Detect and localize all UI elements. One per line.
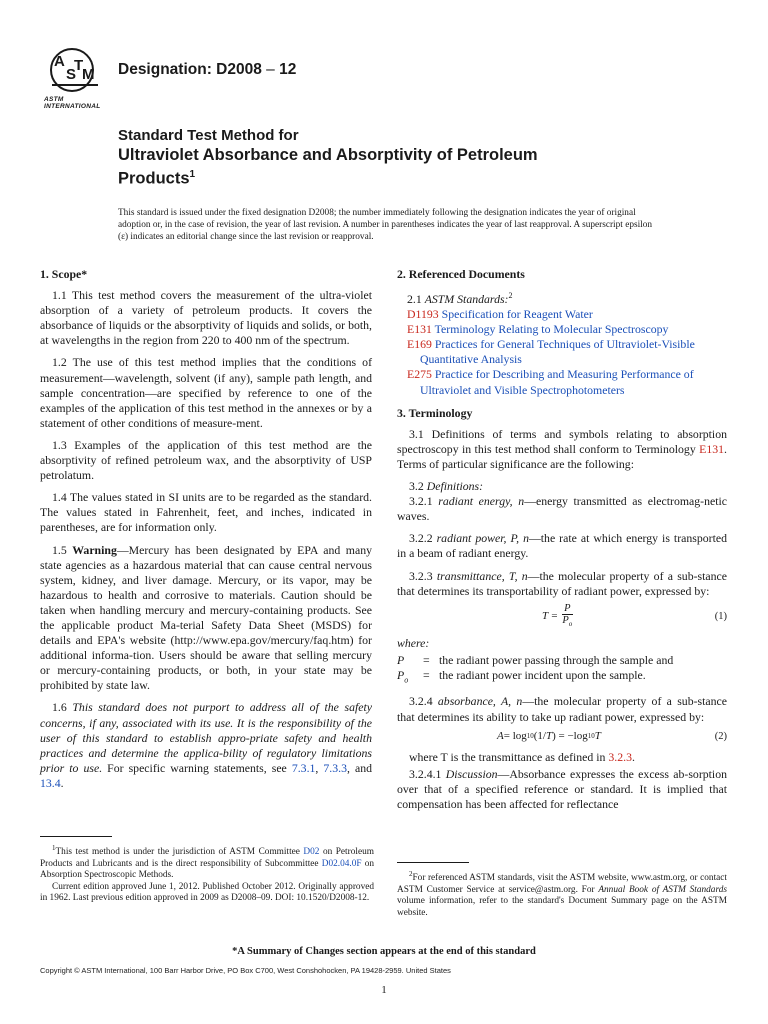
footnote-1 (40, 836, 374, 905)
definition-po (397, 668, 727, 687)
paragraph-3-2-1 (397, 494, 727, 524)
title-block (118, 127, 678, 189)
f1-text2: on Petroleum Products and Lubricants and is the direct responsibility of Subcommittee (40, 847, 374, 869)
copyright-line: Copyright © ASTM International, 100 Barr Harbor Drive, PO Box C700, West Conshohocken, PA 19428-2959. United States (40, 966, 451, 975)
warning-label: Warning (72, 542, 117, 557)
p1-6-end: . (60, 775, 64, 790)
ref-d1193[interactable] (407, 307, 727, 322)
designation (118, 61, 296, 79)
paragraph-3-2-3 (397, 569, 727, 599)
eq2-close: ) = −log (552, 729, 588, 742)
where-label: where: (397, 635, 430, 650)
title-line-3-text: Products (118, 169, 190, 188)
f2-text2: volume information, refer to the standard's Document Summary page on the ASTM website. (397, 896, 727, 918)
def1-equals: = (423, 652, 430, 667)
eq1-den-sub: o (568, 619, 573, 628)
p3-2-italic: Definitions: (426, 479, 484, 494)
footnote-rule (397, 862, 469, 863)
paragraph-1-3: 1.3 Examples of the application of this test method are the absorptivity of refined petroleum wax, and the absorptivity of USP petrolatum. (40, 437, 372, 483)
p3-2-4-term: absorbance, A, n (437, 694, 523, 709)
ref-code[interactable]: D1193 (407, 307, 439, 322)
eq1-denominator (562, 615, 572, 630)
paragraph-3-1 (397, 427, 727, 472)
def2-sub: o (404, 675, 409, 685)
eq2-t2: T (594, 729, 601, 742)
ref-title[interactable]: Terminology Relating to Molecular Spectroscopy (434, 322, 669, 337)
p1-6-safety-text: This standard does not purport to address all of the safety concerns, if any, associated with its use. It is the responsibility of the user of this standard to establish appro-priate safety and health practices and determine the applica-bility of regulatory limitations prior to use. (40, 700, 372, 775)
ref-code[interactable]: E131 (407, 322, 432, 337)
logo-text: ASTM INTERNATIONAL (44, 96, 101, 110)
title-line-3 (118, 165, 678, 189)
ref-title[interactable]: Specification for Reagent Water (441, 307, 593, 322)
p3-2-4-1-lead: 3.2.4.1 (409, 766, 446, 781)
equation-2-expression (497, 729, 601, 744)
title-line-2: Ultraviolet Absorbance and Absorptivity of Petroleum (118, 146, 538, 164)
left-column (40, 267, 372, 798)
f1-text1: This test method is under the jurisdiction of ASTM Committee (55, 847, 304, 858)
footnote-2 (397, 862, 727, 919)
p1-6-sep1: , (315, 760, 324, 775)
link-13-4[interactable]: 13.4 (40, 775, 61, 790)
paragraph-1-6 (40, 700, 372, 791)
def2-sym: P (397, 667, 405, 682)
eq1-fraction (562, 603, 572, 630)
designation-dash: – (261, 61, 280, 78)
definition-p (397, 653, 727, 668)
p3-2-2-text: —the rate at which energy is transported in a beam of radiant energy. (397, 531, 727, 561)
title-line-1: Standard Test Method for (118, 127, 299, 144)
ref-code[interactable]: E275 (407, 367, 432, 382)
p3-2-4-lead: 3.2.4 (409, 694, 438, 709)
footnote-2-mark: 2 (409, 870, 413, 878)
svg-text:S: S (66, 66, 77, 83)
eq1-numerator: P (564, 602, 571, 614)
p3-2-1-lead: 3.2.1 (409, 494, 439, 509)
eq2-mid: (1/ (533, 729, 546, 742)
ref-e275[interactable] (407, 367, 727, 397)
ref-e131[interactable] (407, 322, 727, 337)
sub-lead: 2.1 (407, 292, 425, 307)
equation-1-number: (1) (714, 610, 727, 622)
paragraph-1-1: 1.1 This test method covers the measurement of the ultra-violet absorption of a variety of petroleum products. It covers the absorbance of liquids or the absorptivity of liquids and solids, or both, at wavelengths in the region from 220 to 400 nm of the spectrum. (40, 288, 372, 348)
paragraph-3-2-2 (397, 531, 727, 561)
astm-logo (44, 46, 110, 108)
paragraph-1-2: 1.2 The use of this test method implies that the conditions of measurement—wavelength, solvent (if any), sample path length, and sample concentration—are specified by reference to one of the examples of the application of this test method in the annexes or by a statement of other conditions of measure-ment. (40, 355, 372, 430)
ref-title[interactable]: Practice for Describing and Measuring Performance of Ultraviolet and Visible Spectrophotometers (420, 367, 694, 397)
p1-5-text: —Mercury has been designated by EPA and many state agencies as a hazardous material that can cause central nervous system, kidney, and liver damage. Mercury, or its vapor, may be hazardous to health and corrosive to materials. Caution should be taken when handling mercury and mercury-containing products. See the applicable product Ma-terial Safety Data Sheet (MSDS) for details and EPA's website (http://www.epa.gov/mercury/faq.htm) for additional informa-tion. Users should be aware that selling mercury or mercury-containing products, or both, in your state may be prohibited by state law. (40, 542, 372, 693)
issuance-notice: This standard is issued under the fixed designation D2008; the number immediately following the designation indicates the year of original adoption or, in the case of revision, the year of last revision. A number in parentheses indicates the year of last reapproval. A superscript epsilon (ε) indicates an editorial change since the last revision or reapproval. (118, 208, 653, 242)
def1-text: the radiant power passing through the sample and (439, 652, 674, 667)
f2-italic: Annual Book of ASTM Standards (598, 884, 727, 895)
link-7-3-3[interactable]: 7.3.3 (323, 760, 347, 775)
p3-2-4-1-italic: Discussion (445, 766, 498, 781)
ref-code[interactable]: E169 (407, 337, 432, 352)
equation-2-number: (2) (714, 730, 727, 742)
paragraph-1-5 (40, 543, 372, 694)
scope-heading: 1. Scope* (40, 267, 88, 281)
p1-6-sep2: , and (347, 760, 373, 775)
footnote-2-paragraph (397, 869, 727, 919)
referenced-documents-heading: 2. Referenced Documents (397, 267, 525, 281)
summary-of-changes-note: *A Summary of Changes section appears at the end of this standard (232, 946, 536, 957)
paragraph-1-4: 1.4 The values stated in SI units are to be regarded as the standard. The values stated in Fahrenheit, feet, and inches, indicated in parentheses, are for information only. (40, 490, 372, 535)
svg-text:A: A (54, 53, 65, 70)
p1-5-lead: 1.5 (52, 542, 73, 557)
paragraph-3-2-4-1 (397, 767, 727, 812)
equation-2 (397, 729, 727, 744)
right-column (397, 267, 727, 819)
footnote-1-paragraph (40, 843, 374, 882)
eq2-a: A (497, 729, 504, 742)
equation-1-expression (542, 603, 573, 630)
ref-e169[interactable] (407, 337, 727, 367)
p3-2-1-term: radiant energy, n (438, 494, 525, 509)
link-3-2-3[interactable]: 3.2.3 (608, 749, 632, 764)
p3-2-1-text: —energy transmitted as electromag-netic waves. (397, 494, 728, 524)
footnote-rule (40, 836, 112, 837)
svg-text:T: T (74, 57, 84, 74)
terminology-heading: 3. Terminology (397, 405, 473, 420)
p3-2-2-term: radiant power, P, n (436, 531, 529, 546)
eq2-t1: T (545, 729, 553, 742)
def2-text: the radiant power incident upon the sample. (439, 667, 646, 682)
link-d02-04-0f[interactable]: D02.04.0F (321, 858, 362, 869)
p1-6-text: For specific warning statements, see (102, 760, 292, 775)
paragraph-3-2-4 (397, 694, 727, 724)
astm-standards-subheading (407, 288, 727, 307)
p3-2-4-1-text: —Absorbance expresses the excess ab-sorption over that of a specified reference or standard. It is implied that compensation has been affected for reflectance (397, 766, 728, 811)
equation-1 (397, 603, 727, 630)
link-e131[interactable]: E131 (699, 441, 725, 456)
paragraph-3-2 (397, 479, 727, 494)
def2-equals: = (423, 667, 430, 682)
f2-text1: For referenced ASTM standards, visit the ASTM website, www.astm.org, or contact ASTM Customer Service at service@astm.org. For (397, 873, 727, 895)
f1-text3: on Absorption Spectroscopic Methods. (40, 858, 374, 881)
sub-italic: ASTM Standards: (424, 292, 509, 307)
svg-text:M: M (82, 66, 95, 83)
sub-footnote-mark: 2 (508, 291, 513, 301)
p3-2-3-lead: 3.2.3 (409, 568, 437, 583)
p3-2-2-lead: 3.2.2 (409, 531, 437, 546)
eq1-lhs: T = (542, 609, 559, 622)
p3-2-4-text: —the molecular property of a sub-stance that determines its ability to take up radiant power, expressed by: (397, 694, 727, 724)
paragraph-where-t (397, 750, 727, 765)
eq2-eq1: = log (503, 729, 527, 742)
designation-code: Designation: D2008 (118, 61, 262, 78)
where-t-end: . (632, 749, 635, 764)
where-t-text: where T is the transmittance as defined in (409, 749, 609, 764)
eq2-sub1: 10 (526, 731, 534, 740)
ref-title[interactable]: Practices for General Techniques of Ultraviolet-Visible Quantitative Analysis (420, 337, 695, 367)
p3-2-lead: 3.2 (409, 479, 427, 494)
def2-symbol (397, 668, 423, 687)
designation-year: 12 (279, 61, 297, 78)
eq1-den-symbol: P (562, 614, 569, 626)
p3-2-3-term: transmittance, T, n (436, 568, 528, 583)
footnote-1-edition: Current edition approved June 1, 2012. Published October 2012. Originally approved in 1962. Last previous edition approved in 2009 as D2008–09. DOI: 10.1520/D2008-12. (40, 881, 374, 904)
title-footnote-mark: 1 (189, 169, 196, 180)
page-number: 1 (381, 984, 387, 996)
link-7-3-1[interactable]: 7.3.1 (291, 760, 316, 775)
link-d02[interactable]: D02 (303, 847, 320, 858)
p3-1-text: 3.1 Definitions of terms and symbols relating to absorption spectroscopy in this test method shall conform to Terminology (397, 426, 727, 456)
p3-2-3-text: —the molecular property of a sub-stance that determines its transportability of radiant power, expressed by: (397, 568, 727, 598)
footnote-1-mark: 1 (52, 844, 56, 852)
p1-6-lead: 1.6 (52, 700, 73, 715)
eq2-sub2: 10 (587, 731, 595, 740)
def1-symbol: P (397, 652, 405, 667)
p3-1-end: . Terms of particular significance are the following: (397, 441, 727, 471)
